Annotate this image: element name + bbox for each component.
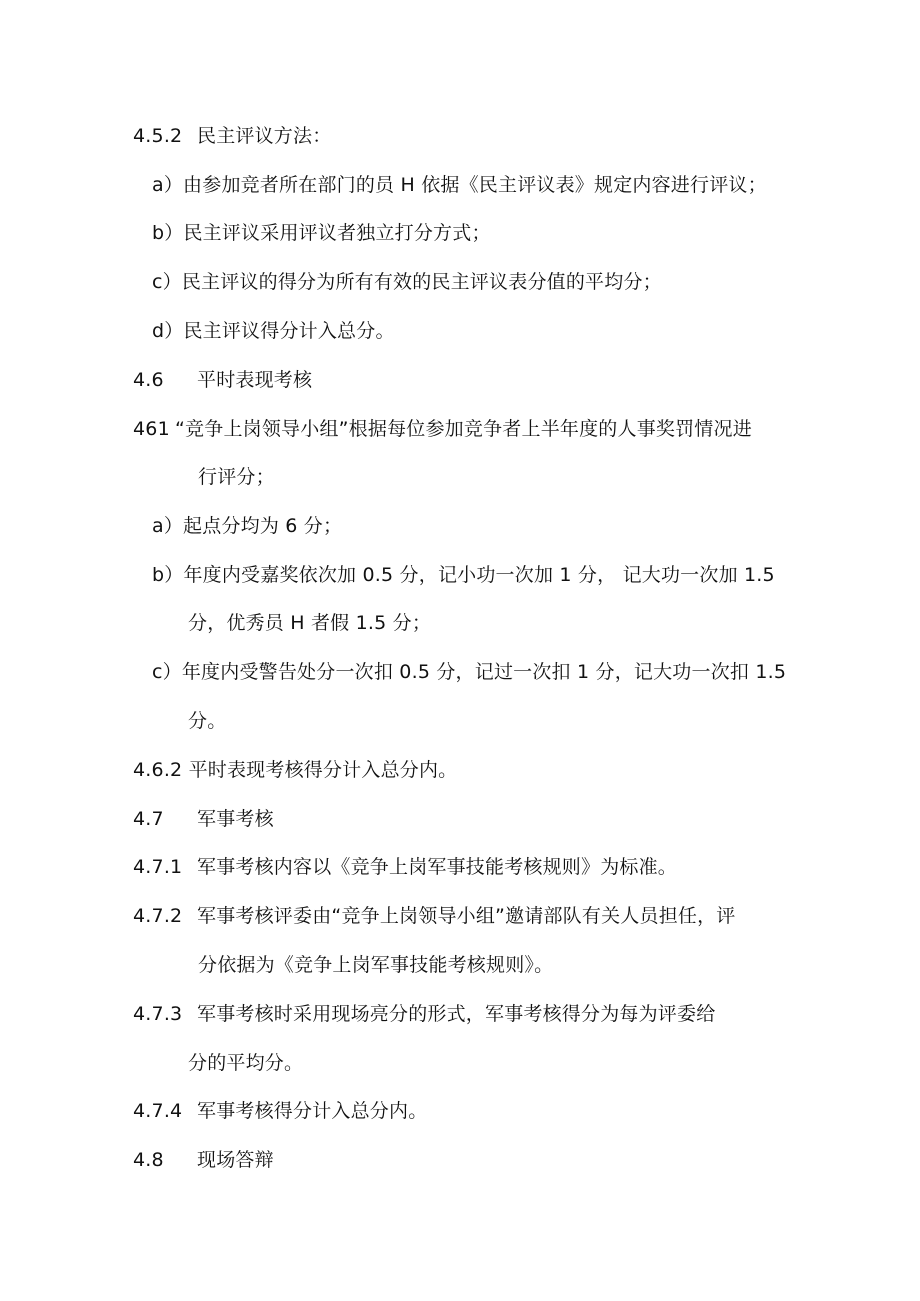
line-text: 分。 xyxy=(188,710,227,732)
line-item-a-1 xyxy=(152,171,767,199)
line-text: d）民主评议得分计入总分。 xyxy=(152,320,395,342)
line-4-6-1-cont xyxy=(198,463,275,491)
line-text: 平时表现考核 xyxy=(197,369,313,391)
section-number: 4.7 xyxy=(133,808,164,830)
line-item-b-2-cont xyxy=(188,609,431,637)
section-number: 4.7.2 xyxy=(133,905,183,927)
section-number: 4.7.1 xyxy=(133,856,183,878)
section-number: 4.8 xyxy=(133,1149,164,1171)
line-item-c-2-cont xyxy=(188,707,226,735)
line-4-5-2 xyxy=(133,122,331,150)
line-text: b）年度内受嘉奖依次加 0.5 分，记小功一次加 1 分， 记大功一次加 1.5 xyxy=(152,564,775,586)
line-text: 现场答辩 xyxy=(197,1149,274,1171)
section-number: 461 xyxy=(133,418,170,440)
line-4-7-2 xyxy=(133,902,736,930)
line-item-b-1 xyxy=(152,219,491,247)
line-text: 军事考核内容以《竞争上岗军事技能考核规则》为标准。 xyxy=(197,856,678,878)
line-text: a）由参加竞者所在部门的员 H 依据《民主评议表》规定内容进行评议； xyxy=(152,174,767,196)
line-item-c-1 xyxy=(152,268,662,296)
line-4-7-2-cont xyxy=(198,951,553,979)
section-number: 4.7.4 xyxy=(133,1100,183,1122)
line-text: 分的平均分。 xyxy=(188,1052,304,1074)
line-text: 军事考核评委由“竞争上岗领导小组”邀请部队有关人员担任，评 xyxy=(197,905,736,927)
line-4-7 xyxy=(133,805,274,833)
line-4-8 xyxy=(133,1146,274,1174)
line-4-7-3-cont xyxy=(188,1049,303,1077)
section-number: 4.7.3 xyxy=(133,1003,183,1025)
line-4-7-4 xyxy=(133,1097,427,1125)
section-number: 4.6 xyxy=(133,369,164,391)
line-4-7-1 xyxy=(133,853,677,881)
section-number: 4.5.2 xyxy=(133,125,183,147)
line-text: 分，优秀员 H 者假 1.5 分； xyxy=(188,612,432,634)
line-text: a）起点分均为 6 分； xyxy=(152,515,343,537)
line-text: 军事考核得分计入总分内。 xyxy=(197,1100,428,1122)
line-text: 军事考核 xyxy=(197,808,274,830)
line-text: c）民主评议的得分为所有有效的民主评议表分值的平均分； xyxy=(152,271,662,293)
line-4-7-3 xyxy=(133,1000,715,1028)
line-4-6-2 xyxy=(133,756,457,784)
line-text: “竞争上岗领导小组”根据每位参加竞争者上半年度的人事奖罚情况进 xyxy=(175,418,752,440)
line-item-a-2 xyxy=(152,512,342,540)
line-text: b）民主评议采用评议者独立打分方式； xyxy=(152,222,491,244)
line-4-6-1 xyxy=(133,415,752,443)
line-text: 民主评议方法： xyxy=(197,125,332,147)
line-item-d-1 xyxy=(152,317,395,345)
line-text: 行评分； xyxy=(198,466,275,488)
line-item-b-2 xyxy=(152,561,775,589)
line-text: 分依据为《竞争上岗军事技能考核规则》。 xyxy=(198,954,554,976)
line-text: 军事考核时采用现场亮分的形式，军事考核得分为每为评委给 xyxy=(197,1003,716,1025)
line-text: c）年度内受警告处分一次扣 0.5 分，记过一次扣 1 分，记大功一次扣 1.5 xyxy=(152,661,787,683)
line-item-c-2 xyxy=(152,658,786,686)
line-text: 4.6.2 平时表现考核得分计入总分内。 xyxy=(133,759,458,781)
line-4-6 xyxy=(133,366,312,394)
